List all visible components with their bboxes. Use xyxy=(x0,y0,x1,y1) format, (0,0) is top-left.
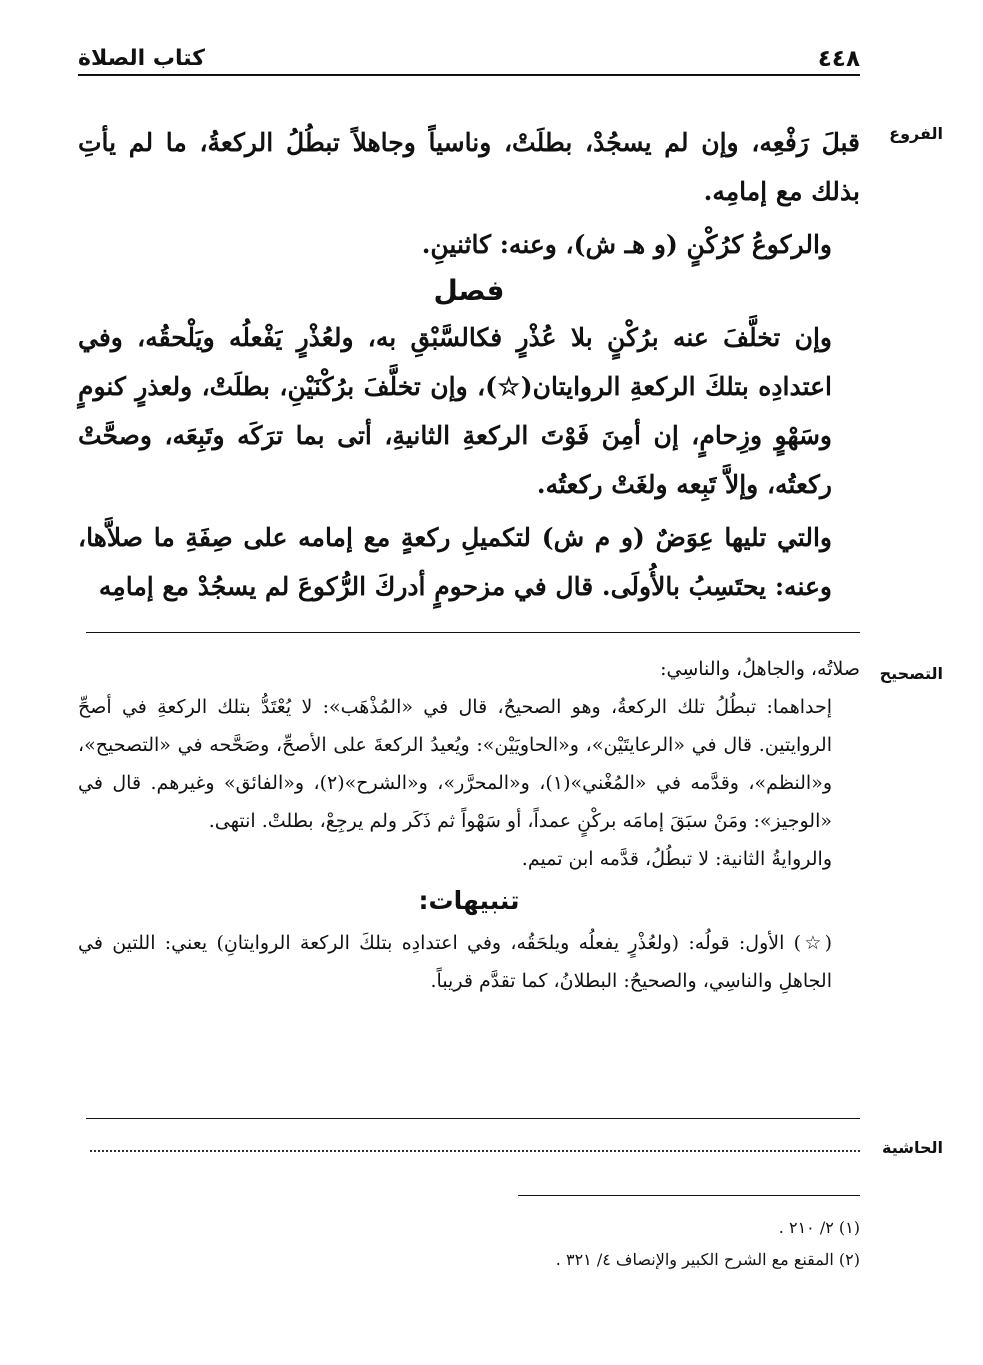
furu-paragraph: قبلَ رَفْعِه، وإن لم يسجُدْ، بطلَتْ، وناسياً وجاهلاً تبطُلُ الركعةُ، ما لم يأتِ بذلك مع إمامِه. xyxy=(78,128,860,206)
footnotes xyxy=(410,1212,860,1276)
section-divider xyxy=(86,1118,860,1119)
tashih-paragraph: والروايةُ الثانية: لا تبطُلُ، قدَّمه ابن تميم. xyxy=(521,848,832,870)
furu-section xyxy=(78,118,860,611)
label-tashih: التصحيح xyxy=(879,664,943,683)
fasl-paragraph: وإن تخلَّفَ عنه برُكْنٍ بلا عُذْرٍ فكالسَّبْقِ به، ولعُذْرٍ يَفْعلُه ويَلْحقُه، وفي اعتدادِه بتلكَ الركعةِ الروايتان(☆)، وإن تخلَّفَ برُكْنَيْنِ، بطلَتْ، ولعذرٍ كنومٍ وسَهْوٍ وزِحامٍ، إن أمِنَ فَوْتَ الركعةِ الثانيةِ، أتى بما ترَكَه وتَبِعَه، وصحَّتْ ركعتُه، وإلاَّ تَبِعه ولغَتْ ركعتُه. xyxy=(78,323,832,499)
label-furu: الفروع xyxy=(889,124,943,143)
page-number: ٤٤٨ xyxy=(817,46,860,72)
fasl-heading: فصل xyxy=(433,274,505,307)
footnote: (١) ٢/ ٢١٠ . xyxy=(778,1218,860,1237)
hashiya-dotted-line xyxy=(90,1150,860,1152)
tanbihat-heading: تنبيهات: xyxy=(418,886,520,915)
tashih-paragraph: صلاتُه، والجاهلُ، والناسِي: xyxy=(660,658,860,680)
book-title: كتاب الصلاة xyxy=(78,46,205,71)
tashih-paragraph: إحداهما: تبطُلُ تلك الركعةُ، وهو الصحيحُ، قال في «المُذْهَب»: لا يُعْتَدُّ بتلك الركعةِ في أصحِّ الروايتين. قال في «الرعايتَيْن»، و«الحاويَيْن»: ويُعيدُ الركعةَ على الأصحِّ، وصَحَّحه في «التصحيح»، و«النظم»، وقدَّمه في «المُغْني»(١)، و«المحرَّر»، و«الشرح»(٢)، و«الفائق» وغيرهم. قال في «الوجيز»: ومَنْ سبَقَ إمامَه بركْنٍ عمداً، أو سَهْواً ثم ذَكَر ولم يرجِعْ، بطلتْ. انتهى. xyxy=(78,696,833,832)
section-divider xyxy=(86,632,860,633)
running-header xyxy=(78,40,860,76)
footnote: (٢) المقنع مع الشرح الكبير والإنصاف ٤/ ٣٢١ . xyxy=(555,1250,860,1269)
tanbih-paragraph: (☆) الأول: قولُه: (ولعُذْرٍ يفعلُه ويلحَقُه، وفي اعتدادِه بتلكَ الركعة الروايتانِ) يعني: اللتين في الجاهلِ والناسِي، والصحيحُ: البطلانُ، كما تقدَّم قريباً. xyxy=(78,932,832,992)
label-hashiya: الحاشية xyxy=(882,1138,943,1157)
footnote-divider xyxy=(518,1195,860,1196)
furu-paragraph: والركوعُ كرُكْنٍ (و هـ ش)، وعنه: كاثنينِ. xyxy=(421,230,832,259)
tashih-section xyxy=(78,650,860,1000)
fasl-paragraph: والتي تليها عِوَضٌ (و م ش) لتكميلِ ركعةٍ مع إمامه على صِفَةِ ما صلاَّها، وعنه: يحتَسِبُ بالأُولَى. قال في مزحومٍ أدركَ الرُّكوعَ لم يسجُدْ مع إمامِه xyxy=(78,523,832,601)
